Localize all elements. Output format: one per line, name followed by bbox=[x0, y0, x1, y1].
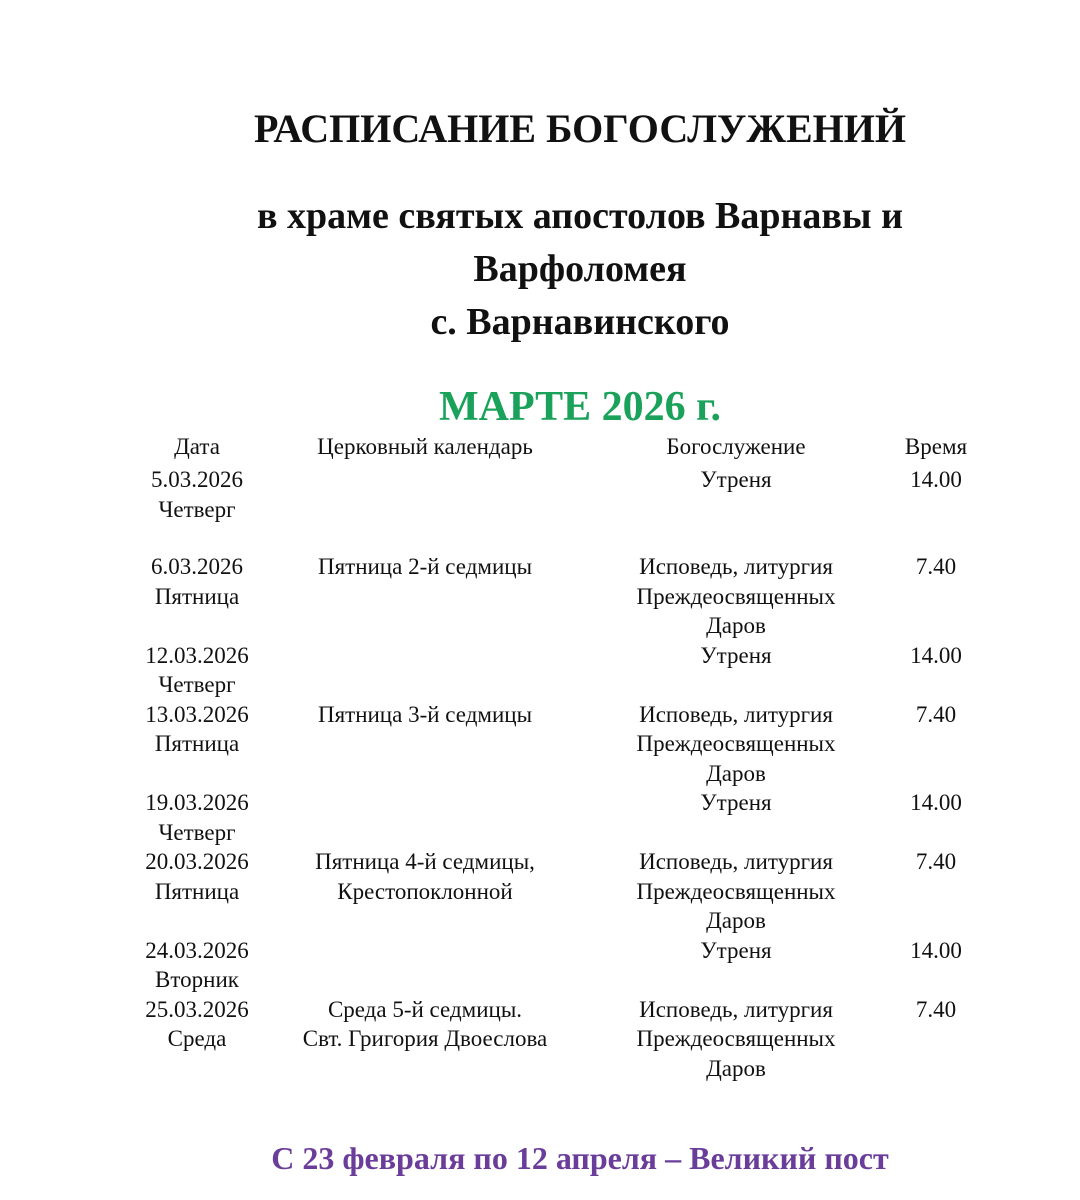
service-line: Исповедь, литургия bbox=[639, 554, 833, 579]
service-date: 5.03.2026 bbox=[151, 467, 243, 492]
service-weekday: Среда bbox=[167, 1026, 227, 1051]
row-spacer-cell bbox=[130, 524, 986, 552]
calendar-cell bbox=[264, 788, 586, 847]
calendar-cell bbox=[264, 995, 586, 1084]
schedule-row bbox=[130, 700, 986, 789]
subtitle-line-1: в храме святых апостолов Варнавы и bbox=[257, 195, 903, 237]
service-line: Даров bbox=[706, 1055, 766, 1081]
schedule-body bbox=[130, 465, 986, 1083]
service-time: 14.00 bbox=[910, 790, 962, 815]
service-line: Исповедь, литургия bbox=[639, 996, 833, 1022]
time-cell bbox=[886, 552, 986, 641]
calendar-line: Крестопоклонной bbox=[337, 878, 513, 904]
service-line: Даров bbox=[706, 760, 766, 786]
header-service: Богослужение bbox=[666, 434, 806, 459]
subtitle-line-2: Варфоломея bbox=[473, 248, 687, 290]
service-line: Преждеосвященных bbox=[636, 583, 836, 609]
calendar-line: Пятница 3-й седмицы bbox=[317, 701, 533, 727]
month-heading: МАРТЕ 2026 г. bbox=[438, 384, 721, 430]
service-line: Утреня bbox=[700, 790, 772, 815]
time-cell bbox=[886, 641, 986, 700]
service-weekday: Пятница bbox=[154, 878, 240, 904]
calendar-line: Свт. Григория Двоеслова bbox=[302, 1026, 548, 1051]
schedule-row bbox=[130, 936, 986, 995]
service-weekday: Пятница bbox=[154, 731, 240, 756]
service-line: Преждеосвященных bbox=[636, 731, 836, 756]
schedule-row bbox=[130, 552, 986, 641]
calendar-cell bbox=[264, 700, 586, 789]
service-line: Утреня bbox=[700, 642, 772, 668]
service-date: 20.03.2026 bbox=[145, 849, 249, 874]
schedule-row bbox=[130, 641, 986, 700]
header-time: Время bbox=[904, 434, 968, 459]
service-cell bbox=[586, 552, 886, 641]
service-weekday: Пятница bbox=[154, 583, 240, 609]
page-title: РАСПИСАНИЕ БОГОСЛУЖЕНИЙ bbox=[254, 106, 906, 151]
service-weekday: Четверг bbox=[158, 496, 236, 522]
calendar-line: Пятница 2-й седмицы bbox=[317, 554, 533, 579]
service-time: 7.40 bbox=[915, 554, 957, 579]
date-cell bbox=[130, 788, 264, 847]
service-cell bbox=[586, 465, 886, 524]
service-line: Утреня bbox=[700, 467, 772, 492]
date-cell bbox=[130, 936, 264, 995]
header-row bbox=[130, 432, 986, 465]
service-cell bbox=[586, 847, 886, 936]
service-cell bbox=[586, 788, 886, 847]
service-date: 13.03.2026 bbox=[145, 701, 249, 727]
schedule-table bbox=[130, 432, 986, 1083]
service-date: 12.03.2026 bbox=[145, 642, 249, 668]
schedule-row bbox=[130, 788, 986, 847]
service-date: 19.03.2026 bbox=[145, 790, 249, 815]
calendar-line: Пятница 4-й седмицы, bbox=[315, 849, 535, 874]
service-weekday: Четверг bbox=[158, 672, 236, 697]
service-time: 7.40 bbox=[915, 849, 957, 874]
service-line: Преждеосвященных bbox=[636, 878, 836, 904]
schedule-header bbox=[130, 432, 986, 465]
schedule-row bbox=[130, 995, 986, 1084]
lent-notice: С 23 февраля по 12 апреля – Великий пост bbox=[271, 1140, 889, 1176]
service-line: Исповедь, литургия bbox=[639, 701, 833, 727]
time-cell bbox=[886, 995, 986, 1084]
service-cell bbox=[586, 936, 886, 995]
service-line: Утреня bbox=[700, 937, 772, 963]
date-cell bbox=[130, 465, 264, 524]
service-weekday: Вторник bbox=[155, 967, 239, 992]
time-cell bbox=[886, 700, 986, 789]
calendar-cell bbox=[264, 641, 586, 700]
service-line: Преждеосвященных bbox=[636, 1026, 836, 1051]
service-time: 14.00 bbox=[910, 642, 962, 668]
service-weekday: Четверг bbox=[158, 819, 236, 845]
calendar-cell bbox=[264, 465, 586, 524]
date-cell bbox=[130, 995, 264, 1084]
date-cell bbox=[130, 641, 264, 700]
time-cell bbox=[886, 847, 986, 936]
service-line: Даров bbox=[706, 908, 766, 933]
calendar-cell bbox=[264, 847, 586, 936]
service-cell bbox=[586, 700, 886, 789]
service-time: 14.00 bbox=[910, 467, 962, 492]
date-cell bbox=[130, 700, 264, 789]
service-cell bbox=[586, 995, 886, 1084]
service-cell bbox=[586, 641, 886, 700]
time-cell bbox=[886, 788, 986, 847]
service-date: 25.03.2026 bbox=[145, 996, 249, 1022]
service-time: 7.40 bbox=[915, 701, 957, 727]
time-cell bbox=[886, 936, 986, 995]
row-spacer bbox=[130, 524, 986, 552]
calendar-cell bbox=[264, 936, 586, 995]
service-time: 14.00 bbox=[910, 937, 962, 963]
time-cell bbox=[886, 465, 986, 524]
schedule-row bbox=[130, 465, 986, 524]
service-date: 24.03.2026 bbox=[145, 937, 249, 963]
header-calendar: Церковный календарь bbox=[317, 434, 533, 459]
church-subtitle bbox=[0, 190, 1080, 349]
service-line: Исповедь, литургия bbox=[639, 849, 833, 874]
date-cell bbox=[130, 847, 264, 936]
header-date: Дата bbox=[174, 434, 220, 459]
schedule-row bbox=[130, 847, 986, 936]
calendar-line: Среда 5-й седмицы. bbox=[327, 996, 523, 1022]
service-date: 6.03.2026 bbox=[151, 554, 243, 579]
calendar-cell bbox=[264, 552, 586, 641]
date-cell bbox=[130, 552, 264, 641]
subtitle-line-3: с. Варнавинского bbox=[430, 301, 730, 343]
service-line: Даров bbox=[706, 613, 766, 638]
service-time: 7.40 bbox=[915, 996, 957, 1022]
